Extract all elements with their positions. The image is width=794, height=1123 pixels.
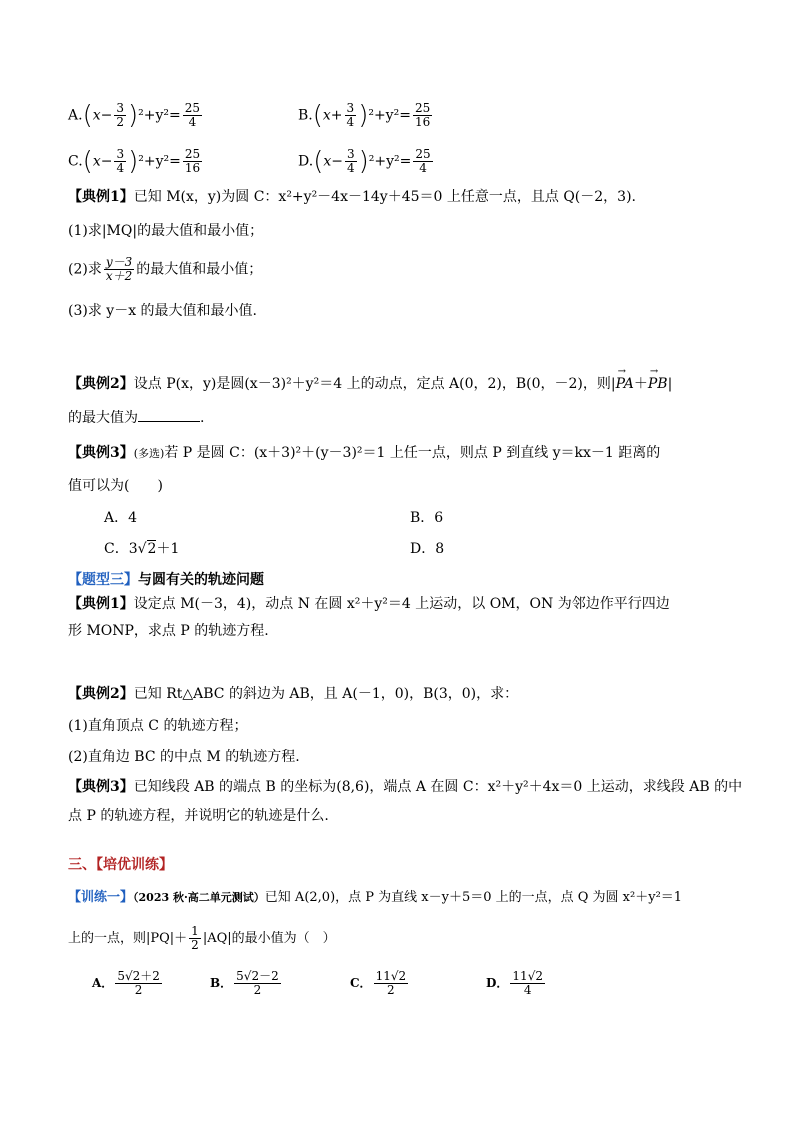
example-text: 已知 M(x，y)为圆 C：x²+y²－4x－14y＋45＝0 上任意一点，且点 Q(－2，3). [133,189,636,205]
denominator: x＋2 [105,269,133,283]
denominator: 16 [414,115,431,129]
training-1-line-2 [68,925,336,952]
expr: ²+y²= [368,153,412,170]
option-label: D． [486,976,509,990]
ex3-option-d: D．8 [410,541,445,557]
example-1-part-3: (3)求 y－x 的最大值和最小值. [68,303,257,319]
numerator: y－3 [105,255,133,269]
denominator: 4 [188,115,197,129]
option-c [68,148,204,175]
numerator: 25 [415,147,431,161]
denominator: 4 [346,161,355,175]
example-3 [68,443,660,464]
expr: x+ [322,107,343,124]
multi-choice-tag: (多选) [133,447,165,460]
numerator: 3 [346,147,355,161]
option-label: C. [68,153,83,170]
example-text: 若 P 是圆 C：(x＋3)²＋(y－3)²＝1 上任一点，则点 P 到直线 y＝kx－1 距离的 [164,445,661,461]
type3-example-2-part-2: (2)直角边 BC 的中点 M 的轨迹方程. [68,749,300,765]
paren-open: ( [82,146,93,177]
type3-example-1 [68,594,670,614]
fraction [104,256,134,283]
example-1 [68,187,636,207]
part-prefix: (2)求 [68,261,102,278]
paren-open: ( [82,100,93,131]
fraction [183,148,202,175]
training-text: |AQ|的最小值为（ ） [202,931,336,946]
paren-close: ) [358,100,369,131]
training-source: （2023 秋·高二单元测试） [133,891,265,904]
numerator: 25 [414,101,431,115]
denominator: 16 [184,161,201,175]
option-text: ＋1 [156,541,180,557]
paren-close: ) [128,146,139,177]
denominator: 2 [387,983,395,997]
expr: ²+y²= [368,107,411,124]
fraction-half [189,925,201,952]
training-text: 已知 A(2,0)，点 P 为直线 x－y＋5＝0 上的一点，点 Q 为圆 x²＋y²＝1 [264,890,683,905]
example-3-line-2: 值可以为( ) [68,478,163,494]
fraction [114,102,126,129]
numerator: 3 [116,147,125,161]
example-1-part-1: (1)求|MQ|的最大值和最小值； [68,223,264,239]
denominator: 2 [253,983,262,997]
example-tag: 【典例1】 [68,189,134,205]
expr: x− [92,153,113,170]
example-2-line-2 [68,408,204,428]
type3-example-3 [68,777,742,797]
denominator: 4 [346,115,355,129]
type3-example-2-part-1: (1)直角顶点 C 的轨迹方程； [68,718,248,734]
paren-open: ( [313,146,324,177]
paren-close: ) [128,100,139,131]
example-tag: 【典例1】 [68,596,134,612]
expr: ²+y²= [138,153,181,170]
training-option-d [486,970,547,997]
numerator: 11√2 [512,969,543,983]
denominator: 4 [116,161,125,175]
vector-pa: → PA [616,374,634,394]
example-tag: 【典例3】 [68,779,134,795]
numerator: 3 [116,101,124,115]
option-a [68,102,204,129]
type-3-heading [68,570,264,590]
denominator: 2 [134,983,143,997]
training-option-b [210,970,283,997]
option-label: A. [68,107,83,124]
example-text: 的最大值为 [68,410,138,426]
example-tag: 【典例2】 [68,376,134,392]
example-1-part-2 [68,256,262,283]
denominator: 4 [419,161,427,175]
example-text: 已知 Rt△ABC 的斜边为 AB，且 A(－1，0)，B(3，0)，求： [133,686,519,702]
type3-example-1-line-2: 形 MONP，求点 P 的轨迹方程. [68,623,269,639]
paren-close: ) [358,146,369,177]
training-text: 上的一点，则|PQ|＋ [68,931,188,946]
fraction [345,148,357,175]
denominator: 4 [523,983,532,997]
ex3-option-a: A．4 [104,510,138,526]
denominator: 2 [191,938,199,952]
example-text: 设定点 M(－3，4)，动点 N 在圆 x²＋y²＝4 上运动，以 OM，ON 为邻边作平行四边 [133,596,670,612]
option-text: C．3 [104,541,138,557]
section-title: 三、【培优训练】 [68,857,173,873]
fraction [374,970,409,997]
example-text: 已知线段 AB 的端点 B 的坐标为(8,6)，端点 A 在圆 C：x²＋y²＋4x＝0 上运动，求线段 AB 的中 [133,779,743,795]
option-d [298,148,435,175]
type-tag: 【题型三】 [68,572,138,588]
example-2 [68,374,672,394]
option-label: B. [298,107,313,124]
example-tag: 【典例3】 [68,445,134,461]
numerator: 11√2 [375,969,407,983]
answer-blank[interactable] [138,409,200,422]
paren-open: ( [312,100,323,131]
example-text: 设点 P(x，y)是圆(x－3)²＋y²＝4 上的动点，定点 A(0，2)，B(0，－2)，则| [133,376,616,392]
period: . [200,410,205,426]
fraction [510,970,545,997]
ex3-option-b: B．6 [410,510,444,526]
training-1 [68,888,682,908]
expr: ²+y²= [138,107,181,124]
section-3-title [68,855,173,875]
denominator: 2 [116,115,124,129]
ex3-option-c [104,539,179,559]
example-tag: 【典例2】 [68,686,134,702]
part-suffix: 的最大值和最小值； [136,261,263,278]
type3-example-2 [68,684,518,704]
abs-close: | [667,376,673,392]
fraction [413,148,432,175]
fraction [115,970,162,997]
option-label: D. [298,153,314,170]
type-title: 与圆有关的轨迹问题 [138,572,264,588]
training-option-a [92,970,164,997]
type3-example-3-line-2: 点 P 的轨迹方程，并说明它的轨迹是什么. [68,808,329,824]
training-tag: 【训练一】 [68,890,134,905]
sqrt-sign: √ [137,541,147,557]
expr: x− [323,153,343,170]
fraction [114,148,126,175]
numerator: 5√2－2 [236,969,279,983]
numerator: 3 [346,101,355,115]
plus-sign: ＋ [633,376,648,392]
option-b [298,102,434,129]
sqrt-content: 2 [147,541,157,557]
option-label: A． [92,976,114,990]
training-option-c [350,970,410,997]
numerator: 5√2＋2 [117,969,160,983]
expr: x− [92,107,113,124]
numerator: 25 [184,101,201,115]
fraction [345,102,357,129]
fraction [413,102,432,129]
fraction [234,970,281,997]
numerator: 25 [184,147,201,161]
option-label: C． [350,976,372,990]
numerator: 1 [191,924,199,938]
option-label: B． [210,976,233,990]
vector-pb: → PB [648,374,668,394]
fraction [183,102,202,129]
